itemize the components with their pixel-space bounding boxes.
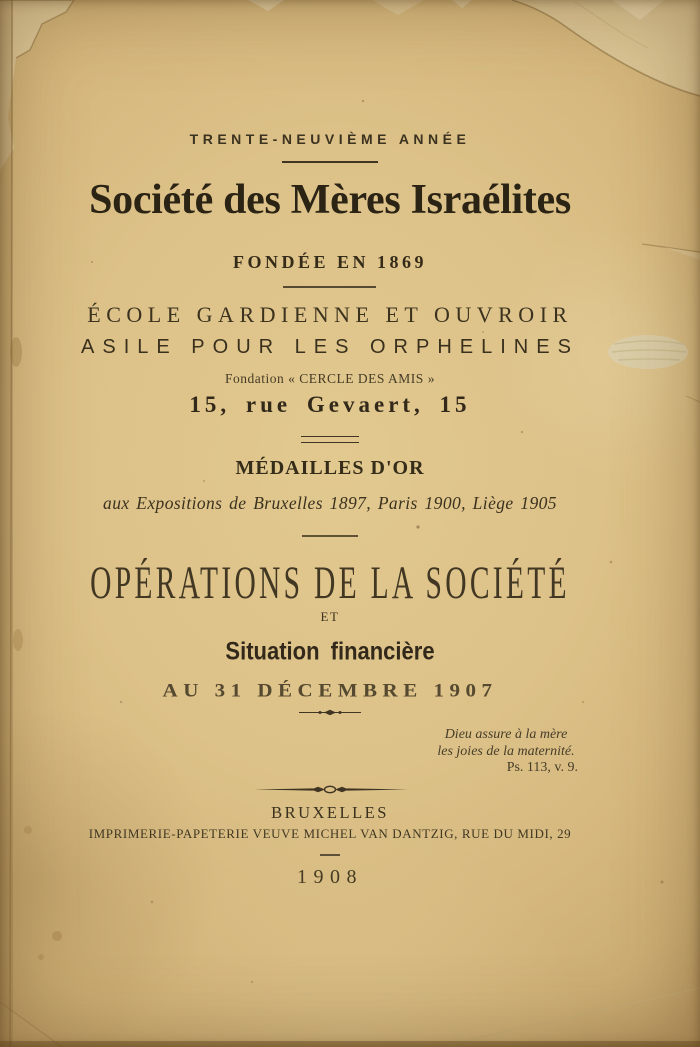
imprint-printer-line: IMPRIMERIE-PAPETERIE VEUVE MICHEL VAN DANTZIG, RUE DU MIDI, 29	[88, 826, 572, 841]
small-flourish-ornament	[0, 708, 660, 726]
large-flourish-ornament	[0, 784, 660, 802]
imprint-year: 1908	[297, 866, 363, 888]
foundation-line: Fondation « CERCLE DES AMIS »	[225, 370, 435, 387]
awards-detail-line: aux Expositions de Bruxelles 1897, Paris 1900, Liège 1905	[103, 493, 557, 513]
institution-line-school: ÉCOLE GARDIENNE ET OUVROIR	[87, 302, 573, 327]
awards-divider-rule	[302, 535, 358, 537]
institution-line-orphanage: ASILE POUR LES ORPHELINES	[81, 336, 579, 358]
conjunction-line: ET	[320, 609, 340, 624]
imprint-dash	[320, 854, 340, 856]
edition-year-line: TRENTE-NEUVIÈME ANNÉE	[189, 131, 471, 147]
epigraph-line: les joies de la maternité.	[437, 743, 575, 759]
imprint-city: BRUXELLES	[271, 803, 389, 822]
report-date-line: AU 31 DÉCEMBRE 1907	[162, 679, 498, 702]
epigraph-line: Dieu assure à la mère	[444, 727, 568, 742]
address-line: 15, rue Gevaert, 15	[189, 392, 471, 417]
report-subtitle: Situation financière	[225, 637, 435, 665]
founded-line: FONDÉE EN 1869	[232, 252, 427, 272]
top-divider-rule	[282, 161, 378, 163]
report-title: OPÉRATIONS DE LA SOCIÉTÉ	[90, 557, 570, 609]
awards-heading: MÉDAILLES D'OR	[235, 457, 425, 479]
double-divider-rule	[301, 436, 359, 443]
epigraph-reference: Ps. 113, v. 9.	[506, 760, 578, 775]
founded-divider-rule	[283, 286, 376, 288]
epigraph	[420, 727, 592, 777]
society-title: Société des Mères Israélites	[89, 177, 571, 223]
